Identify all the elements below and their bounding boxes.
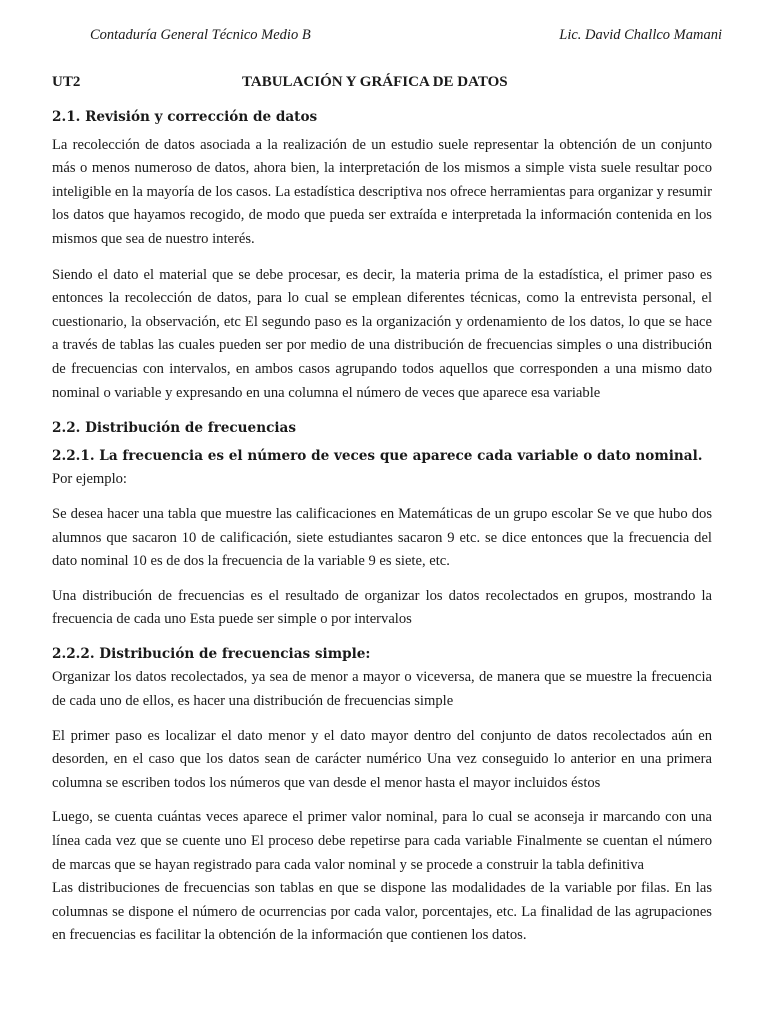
document-body <box>52 106 712 948</box>
section-2-1-paragraph-1: La recolección de datos asociada a la realización de un estudio suele representar la obtención de un conjunto más o menos numeroso de datos, ahora bien, la interpretación de los mismos a simple vista suele resultar poco inteligible en la mayoría de los casos. La estadística descriptiva nos ofrece herramientas para organizar y resumir los datos que hayamos recogido, de modo que pueda ser extraída e interpretada la información contenida en los mismos que sea de nuestro interés. <box>52 136 712 247</box>
section-2-1-title: 2.1. Revisión y corrección de datos <box>52 109 318 125</box>
section-2-2-1-paragraph-1: Por ejemplo: <box>52 471 127 488</box>
header-author: Lic. David Challco Mamani <box>559 27 722 43</box>
header-course: Contaduría General Técnico Medio B <box>90 27 311 43</box>
section-2-2-2-title: 2.2.2. Distribución de frecuencias simple: <box>52 645 371 662</box>
section-2-2-2-paragraph-3: Luego, se cuenta cuántas veces aparece el primer valor nominal, para lo cual se aconseja ir marcando con una línea cada vez que se cuente uno El proceso debe repetirse para cada variable Finalmente se cuentan el número de marcas que se hayan registrado para cada valor nominal y se procede a construir la tabla definitiva <box>52 809 712 873</box>
section-2-1-paragraph-2: Siendo el dato el material que se debe procesar, es decir, la materia prima de la estadística, el primer paso es entonces la recolección de datos, para lo cual se emplean diferentes técnicas, como la entrevista personal, el cuestionario, la observación, etc El segundo paso es la organización y ordenamiento de los datos, lo que se hace a través de tablas las cuales pueden ser por medio de una distribución de frecuencias simples o una distribución de frecuencias con intervalos, en ambos casos agrupando todos aquellos que corresponden a una mismo dato nominal o variable y expresando en una columna el número de veces que aparece esa variable <box>52 266 712 401</box>
unit-code: UT2 <box>52 74 81 90</box>
page-header <box>90 27 722 44</box>
section-2-2-1-paragraph-3: Una distribución de frecuencias es el resultado de organizar los datos recolectados en grupos, mostrando la frecuencia de cada uno Esta puede ser simple o por intervalos <box>52 587 712 628</box>
section-2-2-2-paragraph-2: El primer paso es localizar el dato menor y el dato mayor dentro del conjunto de datos recolectados aún en desorden, en el caso que los datos sean de carácter numérico Una vez conseguido lo anterior en una primera columna se escriben todos los números que van desde el menor hasta el mayor incluidos éstos <box>52 727 712 791</box>
section-2-2-title: 2.2. Distribución de frecuencias <box>52 420 296 437</box>
section-2-2-2-paragraph-4: Las distribuciones de frecuencias son tablas en que se dispone las modalidades de la variable por filas. En las columnas se dispone el número de ocurrencias por cada valor, porcentajes, etc. La finalidad de las agrupaciones en frecuencias es facilitar la obtención de la información que contienen los datos. <box>52 880 712 944</box>
section-2-2-1-paragraph-2: Se desea hacer una tabla que muestre las calificaciones en Matemáticas de un grupo escolar Se ve que hubo dos alumnos que sacaron 10 de calificación, siete estudiantes sacaron 9 etc. se dice entonces que la frecuencia del dato nominal 10 es de dos la frecuencia de la variable 9 es siete, etc. <box>52 505 712 570</box>
section-2-2-1-title: 2.2.1. La frecuencia es el número de veces que aparece cada variable o dato nominal. <box>52 447 703 464</box>
unit-title: TABULACIÓN Y GRÁFICA DE DATOS <box>242 74 508 90</box>
section-2-2-2-paragraph-1: Organizar los datos recolectados, ya sea de menor a mayor o viceversa, de manera que se muestre la frecuencia de cada uno de ellos, es hacer una distribución de frecuencias simple <box>52 669 712 710</box>
